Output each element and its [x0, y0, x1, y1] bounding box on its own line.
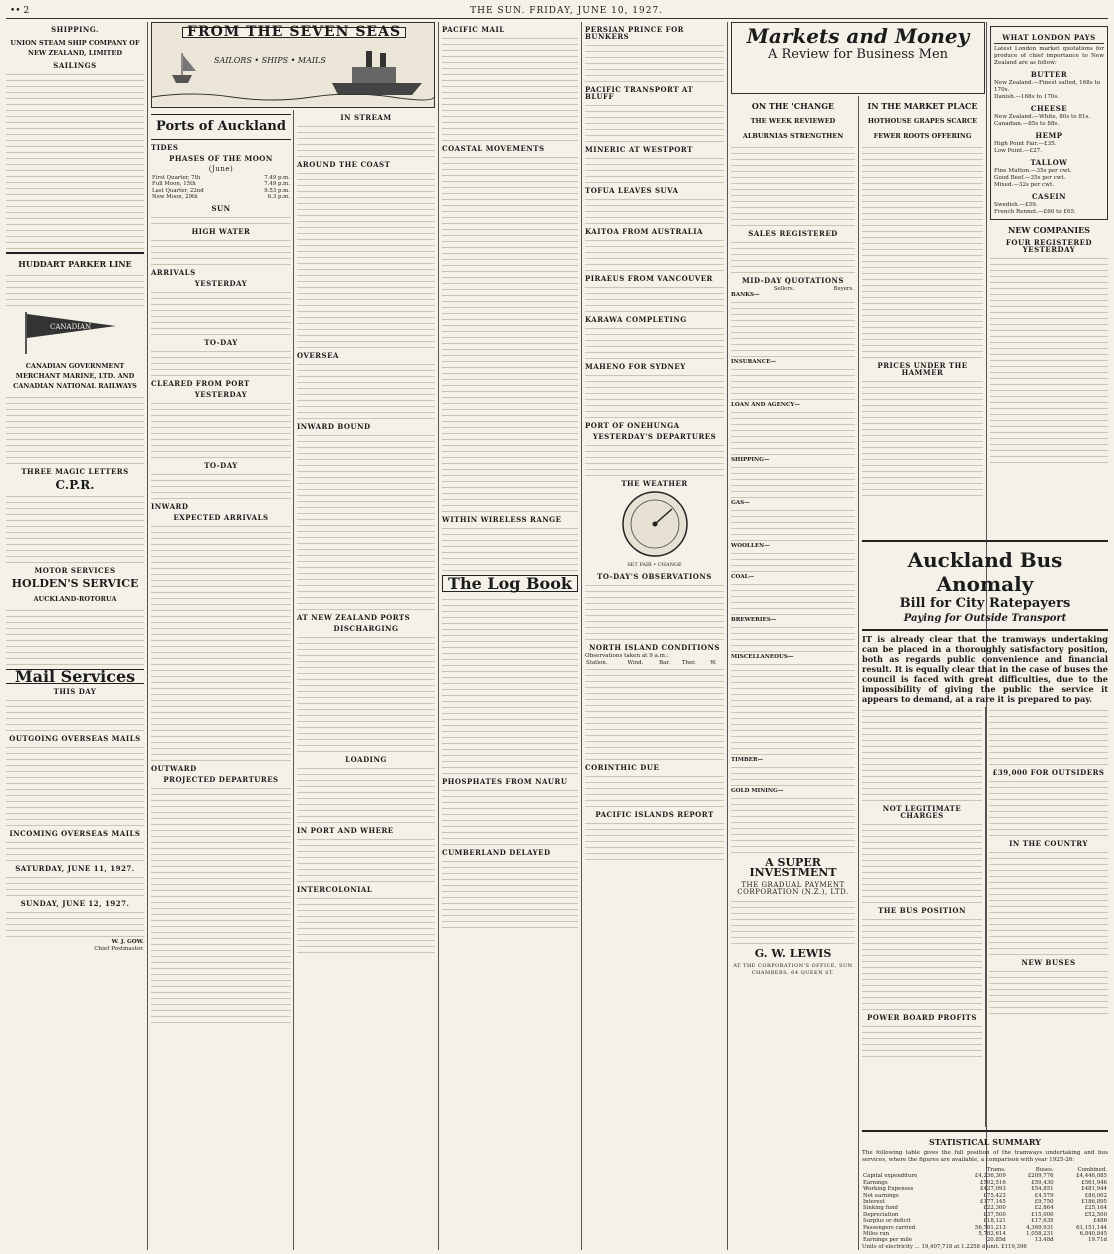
hemp-title: HEMP — [1035, 131, 1063, 140]
casein-title: CASEIN — [1031, 192, 1067, 201]
cheese-row: Canadian.—85s to 88s. — [994, 121, 1060, 127]
holdens-list — [6, 607, 144, 665]
companies-list — [990, 255, 1108, 463]
auckland-rotorua: AUCKLAND-ROTORUA — [33, 595, 117, 603]
sales-registered: SALES REGISTERED — [748, 229, 838, 238]
gw-lewis-addr: AT THE CORPORATION'S OFFICE, SUN CHAMBERS, 64 QUEEN ST. — [733, 963, 853, 977]
newspaper-page — [6, 4, 1108, 1250]
intercolonial-title: INTERCOLONIAL — [297, 885, 373, 894]
signature: W. J. GOW. — [111, 939, 144, 945]
sailings-title: SAILINGS — [53, 61, 97, 70]
discharging-title: DISCHARGING — [333, 624, 399, 633]
midday-title: MID-DAY QUOTATIONS — [742, 276, 844, 285]
divider — [862, 1130, 1108, 1132]
pacific-islands-title: PACIFIC ISLANDS REPORT — [595, 810, 714, 820]
north-island-title: NORTH ISLAND CONDITIONS — [589, 643, 720, 652]
quote-list — [731, 581, 855, 615]
cleared-today-list — [151, 471, 291, 499]
loading-title: LOADING — [345, 755, 387, 764]
mineric-title: MINERIC AT WESTPORT — [585, 145, 693, 154]
london-title: WHAT LONDON PAYS — [994, 34, 1104, 44]
table-row: Full Moon, 15th 7.49 p.m. — [152, 181, 290, 188]
column-rule — [858, 96, 859, 1250]
tallow-row: Mixed.—32s per cwt. — [994, 182, 1054, 188]
quote-list — [731, 464, 855, 498]
shipping-title: SHIPPING. — [51, 25, 99, 34]
news-left-subcol — [442, 22, 578, 930]
flag-illustration — [6, 310, 144, 356]
kaitoa-title: KAITOA FROM AUSTRALIA — [585, 227, 703, 236]
piraeus-list — [585, 284, 724, 312]
maheno-title: MAHENO FOR SYDNEY — [585, 362, 686, 371]
cumberland-list — [442, 858, 578, 928]
bus-text — [862, 821, 982, 903]
quote-list — [731, 764, 855, 786]
change-list — [731, 144, 855, 226]
bus-text — [989, 778, 1108, 836]
table-row: Earnings per mile 20.85d 13.48d 19.71d — [863, 1237, 1107, 1244]
prices-hammer-title: PRICES UNDER THE HAMMER — [877, 361, 968, 377]
category-gas: GAS— — [731, 500, 750, 507]
table-row: Interest £177,145 £9,750 £186,895 — [863, 1199, 1107, 1206]
table-row: Depreciation £37,500 £15,000 £52,500 — [863, 1211, 1107, 1218]
phosphates-list — [442, 787, 578, 845]
seven-seas-title: FROM THE SEVEN SEAS — [182, 27, 406, 38]
around-coast-title: AROUND THE COAST — [297, 160, 391, 169]
bus-sub2: Paying for Outside Transport — [903, 613, 1067, 624]
mineric-list — [585, 155, 724, 183]
yesterday-departures-title: YESTERDAY'S DEPARTURES — [592, 432, 717, 441]
investment-list — [731, 898, 855, 944]
high-water-list — [151, 237, 291, 265]
onehunga-title: PORT OF ONEHUNGA — [585, 421, 680, 430]
signature-title: Chief Postmaster. — [94, 946, 144, 952]
karawa-list — [585, 325, 724, 359]
cleared-today: TO-DAY — [204, 460, 238, 470]
on-change-title: ON THE 'CHANGE — [751, 101, 835, 111]
pacific-transport-title: PACIFIC TRANSPORT AT BLUFF — [585, 85, 694, 101]
bus-body — [862, 707, 1108, 1127]
sun-list — [151, 214, 291, 224]
sunday-title: SUNDAY, JUNE 12, 1927. — [20, 899, 130, 908]
category-loan: LOAN AND AGENCY— — [731, 402, 800, 409]
persian-list — [585, 42, 724, 82]
wireless-list — [442, 525, 578, 571]
col-ports — [151, 22, 435, 1250]
quote-list — [731, 366, 855, 400]
ports-title: Ports of Auckland — [151, 114, 291, 140]
arrivals-list — [151, 289, 291, 335]
bus-text — [989, 849, 1108, 955]
inward-title: INWARD — [151, 501, 189, 511]
kaitoa-list — [585, 237, 724, 271]
log-book-title: The Log Book — [442, 575, 578, 592]
tofua-list — [585, 196, 724, 224]
magic-letters: THREE MAGIC LETTERS — [21, 467, 129, 476]
quote-list — [731, 409, 855, 455]
arrivals-today-list — [151, 348, 291, 376]
maheno-list — [585, 372, 724, 418]
market-place-title: IN THE MARKET PLACE — [867, 101, 978, 111]
huddart-title: HUDDART PARKER LINE — [18, 259, 132, 269]
tofua-title: TOFUA LEAVES SUVA — [585, 186, 679, 195]
four-registered: FOUR REGISTERED YESTERDAY — [1005, 238, 1093, 254]
corinthic-list — [585, 773, 724, 807]
butter-title: BUTTER — [1030, 70, 1068, 79]
outward-title: OUTWARD — [151, 763, 197, 773]
bus-lead: IT is already clear that the tramways undertaking can be placed in a thoroughly satisfactory position, both as regards public convenience and financial result. It is equally clear that in the case of buses the council is faced with great difficulties, due to the impossibility of giving the public the service it appears to demand, at a rare it is prepared to pay. — [862, 634, 1108, 704]
barometer-icon — [620, 489, 690, 559]
news-right-subcol — [585, 22, 724, 862]
statistical-table — [862, 1167, 1108, 1244]
intercolonial-list — [297, 895, 435, 953]
bus-text — [989, 707, 1108, 765]
super-investment: A SUPER INVESTMENT — [749, 856, 837, 880]
arrivals-yesterday: YESTERDAY — [194, 278, 248, 288]
piraeus-title: PIRAEUS FROM VANCOUVER — [585, 274, 713, 283]
in-stream-title: IN STREAM — [340, 113, 392, 122]
usc-title: UNION STEAM SHIP COMPANY OF NEW ZEALAND, LIMITED — [10, 39, 140, 57]
nz-ports-title: AT NEW ZEALAND PORTS — [297, 613, 411, 622]
column-rule — [438, 22, 439, 1250]
table-row: Sinking fund £22,300 £2,864 £25,164 — [863, 1205, 1107, 1212]
column-rule — [147, 22, 148, 1250]
in-country-title: IN THE COUNTRY — [1009, 839, 1088, 848]
new-buses-title: NEW BUSES — [1021, 958, 1076, 967]
quote-list — [731, 507, 855, 541]
col-markets — [731, 22, 1108, 1250]
column-rule — [727, 22, 728, 1250]
svg-text:CANADIAN: CANADIAN — [50, 323, 92, 331]
markets-banner — [731, 22, 985, 94]
canadian-title: CANADIAN GOVERNMENT MERCHANT MARINE, LTD. AND CANADIAN NATIONAL RAILWAYS — [13, 362, 137, 390]
category-misc: MISCELLANEOUS— — [731, 654, 794, 661]
table-row: Last Quarter, 22nd 9.53 p.m. — [152, 187, 290, 194]
table-row: First Quarter, 7th 7.49 p.m. — [152, 175, 290, 181]
pacific-islands-list — [585, 820, 724, 860]
butter-row: New Zealand.—Finest salted, 168s to 170s. — [994, 80, 1101, 93]
category-shipping: SHIPPING— — [731, 457, 770, 464]
butter-row: Danish.—168s to 170s. — [994, 94, 1060, 100]
column-rule — [293, 110, 294, 1250]
bus-text — [989, 968, 1108, 1014]
canadian-list — [6, 394, 144, 464]
phases-table — [151, 175, 291, 201]
markets-title: Markets and Money — [746, 24, 970, 48]
pacific-mail-list — [442, 35, 578, 141]
this-day: THIS DAY — [53, 687, 97, 696]
weather-dial — [585, 489, 724, 569]
sales-list — [731, 239, 855, 273]
phosphates-title: PHOSPHATES FROM NAURU — [442, 777, 568, 786]
col-shipping — [6, 22, 144, 1250]
cleared-title: CLEARED FROM PORT — [151, 378, 250, 388]
pacific-mail-title: PACIFIC MAIL — [442, 25, 505, 34]
table-row: Passengers carried 56,781,213 4,369,931 61,151,144 — [863, 1224, 1107, 1231]
hothouse-title: HOTHOUSE GRAPES SCARCE — [867, 117, 978, 125]
arrivals-title: ARRIVALS — [151, 267, 196, 277]
london-box — [990, 26, 1108, 220]
inward-bound-list — [297, 432, 435, 610]
table-row: Earnings £502,516 £59,430 £561,946 — [863, 1179, 1107, 1186]
table-row: Miles run 5,782,614 1,058,231 6,840,845 — [863, 1231, 1107, 1238]
this-day-list — [6, 697, 144, 731]
log-book-list — [442, 596, 578, 774]
week-reviewed: THE WEEK REVIEWED — [750, 117, 836, 125]
coastal-list — [442, 154, 578, 512]
statistical-title: STATISTICAL SUMMARY — [929, 1137, 1041, 1147]
cheese-title: CHEESE — [1030, 104, 1068, 113]
incoming-list — [6, 839, 144, 861]
london-subcol — [990, 22, 1108, 465]
bus-text — [862, 707, 982, 801]
in-port-list — [297, 836, 435, 882]
oversea-list — [297, 361, 435, 419]
tallow-row: Fine Mutton.—35s per cwt. — [994, 168, 1072, 174]
table-header: Trams. Buses. Combined. — [986, 1167, 1107, 1173]
category-woollen: WOOLLEN— — [731, 543, 770, 550]
quote-list — [731, 795, 855, 853]
weather-title: THE WEATHER — [621, 479, 688, 488]
bus-body-right — [989, 707, 1108, 1016]
masthead — [6, 4, 1108, 19]
outgoing-list — [6, 744, 144, 826]
wireless-title: WITHIN WIRELESS RANGE — [442, 515, 562, 524]
obs-list — [585, 582, 724, 640]
gw-lewis: G. W. LEWIS — [754, 947, 832, 961]
pennant-icon — [6, 310, 144, 356]
new-companies-title: NEW COMPANIES — [1008, 225, 1090, 235]
discharging-list — [297, 634, 435, 752]
bus-sub: Bill for City Ratepayers — [899, 596, 1071, 611]
ports-right-subcol — [297, 110, 435, 955]
hemp-row: Low Point.—£27. — [994, 148, 1043, 154]
market-list — [862, 144, 983, 358]
saturday-list — [6, 874, 144, 896]
table-row: New Moon, 29th 6.3 p.m. — [152, 194, 290, 201]
incoming-title: INCOMING OVERSEAS MAILS — [9, 829, 141, 838]
ports-left-subcol — [151, 110, 291, 1025]
huddart-list — [6, 272, 144, 306]
phases-title: PHASES OF THE MOON — [169, 154, 273, 163]
observations-taken: Observations taken at 9 a.m.: — [585, 653, 669, 659]
quote-list — [731, 661, 855, 755]
cumberland-title: CUMBERLAND DELAYED — [442, 848, 551, 857]
in-stream-list — [297, 123, 435, 157]
bus-text — [862, 916, 982, 1010]
cpr-title: C.P.R. — [55, 478, 95, 492]
cleared-yesterday: YESTERDAY — [194, 389, 248, 399]
table-header: Sellers. Buyers. — [773, 286, 854, 292]
oversea-title: OVERSEA — [297, 351, 339, 360]
not-legitimate-title: NOT LEGITIMATE CHARGES — [882, 804, 962, 820]
sunday-list — [6, 909, 144, 937]
in-port-title: IN PORT AND WHERE — [297, 826, 394, 835]
corinthic-title: CORINTHIC DUE — [585, 763, 660, 773]
col-news — [442, 22, 724, 1250]
category-coal: COAL— — [731, 574, 755, 581]
outsiders-title: £39,000 FOR OUTSIDERS — [992, 768, 1105, 777]
outgoing-title: OUTGOING OVERSEAS MAILS — [9, 734, 141, 743]
station-list — [585, 666, 724, 760]
markets-sub: A Review for Business Men — [767, 47, 949, 62]
tides-title: TIDES — [151, 143, 179, 152]
category-banks: BANKS— — [731, 292, 760, 299]
arrivals-today: TO-DAY — [204, 337, 238, 347]
table-row: Capital expenditure £4,236,309 £209,776 £4,446,085 — [863, 1173, 1107, 1180]
quote-list — [731, 550, 855, 572]
mail-services-title: Mail Services — [6, 669, 144, 684]
hemp-row: High Point Fair.—£35. — [994, 141, 1057, 147]
bus-title: Auckland Bus Anomaly — [907, 548, 1063, 596]
category-timber: TIMBER— — [731, 757, 764, 764]
category-insurance: INSURANCE— — [731, 359, 777, 366]
phases-sub: (June) — [208, 165, 234, 173]
alburnias: ALBURNIAS STRENGTHEN — [742, 132, 844, 140]
bus-article — [862, 540, 1108, 1250]
projected-departures-title: PROJECTED DEPARTURES — [163, 774, 279, 784]
market-place-subcol — [862, 96, 983, 498]
casein-row: Swedish.—£59. — [994, 202, 1038, 208]
motor-services: MOTOR SERVICES — [34, 566, 116, 575]
coastal-movements-title: COASTAL MOVEMENTS — [442, 144, 545, 153]
hammer-list — [862, 378, 983, 496]
loading-list — [297, 765, 435, 823]
projected-departures-list — [151, 785, 291, 1023]
around-coast-list — [297, 170, 435, 348]
expected-arrivals-list — [151, 523, 291, 761]
seven-seas-banner — [151, 22, 435, 108]
london-intro: Latest London market quotations for produce of chief importance to New Zealand are as follow: — [994, 46, 1104, 66]
column-rule — [581, 22, 582, 1250]
table-header: Station. Wind. Bar. Ther. W. — [586, 660, 717, 666]
quote-list — [731, 624, 855, 652]
gradual-payment: THE GRADUAL PAYMENT CORPORATION (N.Z.), LTD. — [737, 881, 849, 897]
fewer-roots-title: FEWER ROOTS OFFERING — [873, 132, 972, 140]
bus-position-title: THE BUS POSITION — [878, 906, 966, 915]
table-row: Net earnings £75,423 £4,579 £80,002 — [863, 1192, 1107, 1199]
pacific-transport-list — [585, 102, 724, 142]
onehunga-list — [585, 442, 724, 476]
category-breweries: BREWERIES— — [731, 617, 777, 624]
masthead-title: THE SUN. FRIDAY, JUNE 10, 1927. — [470, 6, 664, 16]
column-rule — [985, 707, 986, 1127]
statistical-intro: The following table gives the full position of the tramways undertaking and bus services, where the figures are available, a comparison with year 1925-26: — [862, 1150, 1108, 1163]
saturday-title: SATURDAY, JUNE 11, 1927. — [15, 864, 135, 873]
casein-row: French Rennet.—£60 to £65. — [994, 209, 1076, 215]
page-number: •• 2 — [10, 6, 30, 16]
cleared-list — [151, 400, 291, 458]
bus-body-left — [862, 707, 982, 1059]
tallow-row: Good Beef.—35s per cwt. — [994, 175, 1066, 181]
table-row: Surplus or deficit £18,121 £17,635 £486 — [863, 1218, 1107, 1225]
table-row: Working Expenses £427,093 £54,851 £481,944 — [863, 1186, 1107, 1193]
bus-text — [862, 1023, 982, 1057]
quote-list — [731, 299, 855, 357]
expected-arrivals-title: EXPECTED ARRIVALS — [173, 512, 269, 522]
karawa-title: KARAWA COMPLETING — [585, 315, 687, 324]
tallow-title: TALLOW — [1030, 158, 1068, 167]
cheese-row: New Zealand.—White, 80s to 81s. — [994, 114, 1091, 120]
persian-prince-title: PERSIAN PRINCE FOR BUNKERS — [585, 25, 684, 41]
seven-seas-sub: SAILORS • SHIPS • MAILS — [214, 56, 326, 65]
high-water-title: HIGH WATER — [191, 226, 251, 236]
todays-obs-title: TO-DAY'S OBSERVATIONS — [597, 572, 712, 581]
sun-title: SUN — [211, 203, 231, 213]
weather-dial-label: SET FAIR • CHANGE — [627, 562, 682, 568]
statistical-footer: Units of electricity ... 19,407,718 at 1.2258 d unit. £119,396 — [862, 1243, 1027, 1250]
divider — [862, 629, 1108, 631]
power-board-title: POWER BOARD PROFITS — [867, 1013, 977, 1022]
sailings-list — [6, 71, 144, 249]
holdens-title: HOLDEN'S SERVICE — [11, 577, 139, 590]
category-gold: GOLD MINING— — [731, 788, 784, 795]
divider — [6, 252, 144, 254]
columns — [6, 22, 1108, 1250]
inward-bound-title: INWARD BOUND — [297, 422, 371, 431]
cpr-list — [6, 493, 144, 563]
markets-left-subcol — [731, 96, 855, 979]
